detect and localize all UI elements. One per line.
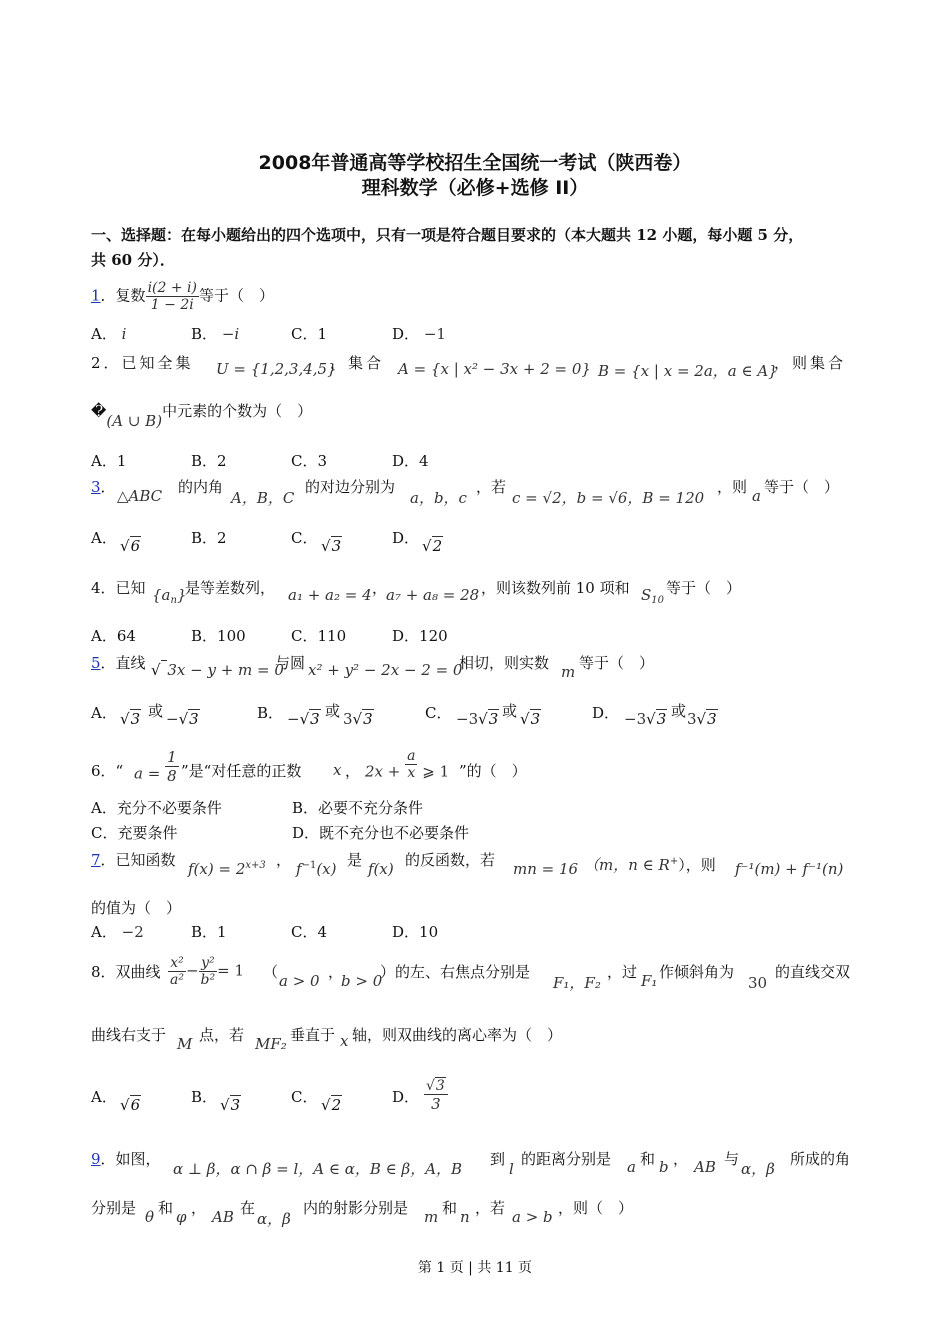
option-d: D．既不充分也不必要条件: [292, 824, 470, 842]
option-b: B．2: [191, 452, 227, 470]
question-9-cont: 分别是: [91, 1199, 137, 1217]
option-c: C．4: [291, 923, 328, 941]
question-8: 8．双曲线: [91, 963, 161, 981]
doc-title: 2008年普通高等学校招生全国统一考试（陕西卷）: [258, 152, 692, 174]
question-2: 2．已知全集: [91, 354, 194, 372]
question-5: 5．直线: [91, 654, 146, 672]
question-number-link[interactable]: 5: [91, 654, 101, 672]
option-c: C．充要条件: [91, 824, 178, 842]
option-d: D．: [392, 1088, 420, 1106]
option-c: C．: [291, 529, 318, 547]
question-2-cont: �(A ∪ B)中元素的个数为（ ）: [91, 402, 313, 430]
question-1: 1．复数 $\frac{i(2 + i)}{1 - 2i}$ 等于（ ）: [91, 280, 274, 313]
option-d: D．120: [392, 627, 448, 645]
fraction: $\frac{i(2 + i)}{1 - 2i}$: [147, 280, 197, 313]
option-d: D．4: [392, 452, 429, 470]
option-b: B．: [191, 1088, 218, 1106]
option-a: A．: [91, 1088, 117, 1106]
question-number-link[interactable]: 7: [91, 851, 101, 869]
option-c: C．3: [291, 452, 328, 470]
option-a: A．充分不必要条件: [91, 799, 222, 817]
option-b: B． −i: [191, 325, 240, 343]
question-7-cont: 的值为（ ）: [91, 899, 182, 917]
option-c: C．1: [291, 325, 328, 343]
question-3: 3．: [91, 478, 116, 496]
doc-subtitle: 理科数学（必修+选修 II）: [361, 177, 589, 199]
question-9: 9．如图，: [91, 1150, 161, 1168]
option-d: D．: [392, 529, 420, 547]
option-a: A． −2: [91, 923, 144, 941]
page-footer: 第 1 页 | 共 11 页: [417, 1260, 533, 1276]
option-a: A．: [91, 529, 117, 547]
option-a: A． i: [91, 325, 127, 343]
question-4: 4．已知: [91, 579, 146, 597]
option-c: C．: [425, 704, 452, 722]
question-number-link[interactable]: 3: [91, 478, 101, 496]
option-d: D． −1: [392, 325, 446, 343]
option-b: B．1: [191, 923, 227, 941]
question-6: 6．“: [91, 762, 124, 780]
section-heading: 一、选择题：在每小题给出的四个选项中，只有一项是符合题目要求的（本大题共 12 小题，每小题 5 分，: [91, 226, 804, 244]
question-number-link[interactable]: 1: [91, 286, 101, 305]
option-d: D．10: [392, 923, 439, 941]
option-b: B．: [257, 704, 284, 722]
option-a: A．64: [91, 627, 136, 645]
option-c: C．: [291, 1088, 318, 1106]
option-b: B．2: [191, 529, 227, 547]
option-a: A．1: [91, 452, 127, 470]
question-7: 7．已知函数: [91, 851, 176, 869]
section-heading-cont: 共 60 分）．: [91, 251, 175, 269]
option-c: C．110: [291, 627, 347, 645]
option-a: A．: [91, 704, 117, 722]
exam-page: 2008年普通高等学校招生全国统一考试（陕西卷） 理科数学（必修+选修 II） 一、选择题：在每小题给出的四个选项中，只有一项是符合题目要求的（本大题共 12 小题，每小题 5 分， 共 60 分）． 1．复数 $\frac{i(2 + i)}{1 - 2i}$ 等于（ ） A． i B． −i C．1 D． −1 2．已知全集 U = {1,2,3,4,5} ，集合 A = {x | x² − 3x + 2 = 0} B = {x | x = 2a，a ∈ A} ，则集合 �(A ∪ B)中元素的个数为（ ） A．1 B．2 C．3 D．4 3． △ABC 的内角 A，B，C 的对边分别为 a，b，c ，若 c = √2，b = √6，B = 120 ，则 a 等于（ ） A． √6 B．2 C． √3 D． √2 4．已知 $\{a_n\}$ 是等差数列， a₁ + a₂ = 4 ， a₇ + a₈ = 28 ，则该数列前 10 项和 $S_{10}$ 等于（ ） A．64 B．100 C．110 D．120 5．直线 √ 3x − y + m = 0 与圆 x² + y² − 2x − 2 = 0 相切，则实数 m 等于（ ） A． √3 或 −√3 B． −√3 或 3√3 C． −3√3 或 √3 D． −3√3 或 3√3 6．“ a = $\frac{1}{8}$ ”是“对任意的正数 x ， 2x + $\frac{a}{x}$ ⩾ 1 ”的（ ） A．充分不必要条件 B．必要不充分条件 C．充要条件 D．既不充分也不必要条件 7．已知函数 $f(x) = 2^{x+3}$ ， $f^{-1}(x)$ 是 f(x) 的反函数，若 mn = 16 （m，n ∈ R+），则 f⁻¹(m) + f⁻¹(n) 的值为（ ） A． −2 B．1 C．4 D．10 8．双曲线 $\frac{\text{x²}}{\text{a²}}$ − $\frac{\text{y²}}{\text{b²}}$ = 1 （ a > 0 ， b > 0 ）的左、右焦点分别是 F₁，F₂ ，过 F₁ 作倾斜角为 30 的直线交双 曲线右支于 M 点，若 MF₂ 垂直于 x 轴，则双曲线的离心率为（ ） A． √6 B． √3 C． √2 D． $\frac{√3}{3}$ 9．如图， α ⊥ β，α ∩ β = l，A ∈ α，B ∈ β，A，B 到 l 的距离分别是 a 和 b ， AB 与 α，β 所成的角 分别是 θ 和 φ ， AB 在 α，β 内的射影分别是 m 和 n ，若 a > b ，则（ ） 第 1 页 | 共 11 页: [0, 0, 950, 1344]
option-b: B．必要不充分条件: [292, 799, 424, 817]
option-d: D．: [592, 704, 620, 722]
option-b: B．100: [191, 627, 246, 645]
question-8-cont: 曲线右支于: [91, 1026, 167, 1044]
question-number-link[interactable]: 9: [91, 1150, 101, 1168]
